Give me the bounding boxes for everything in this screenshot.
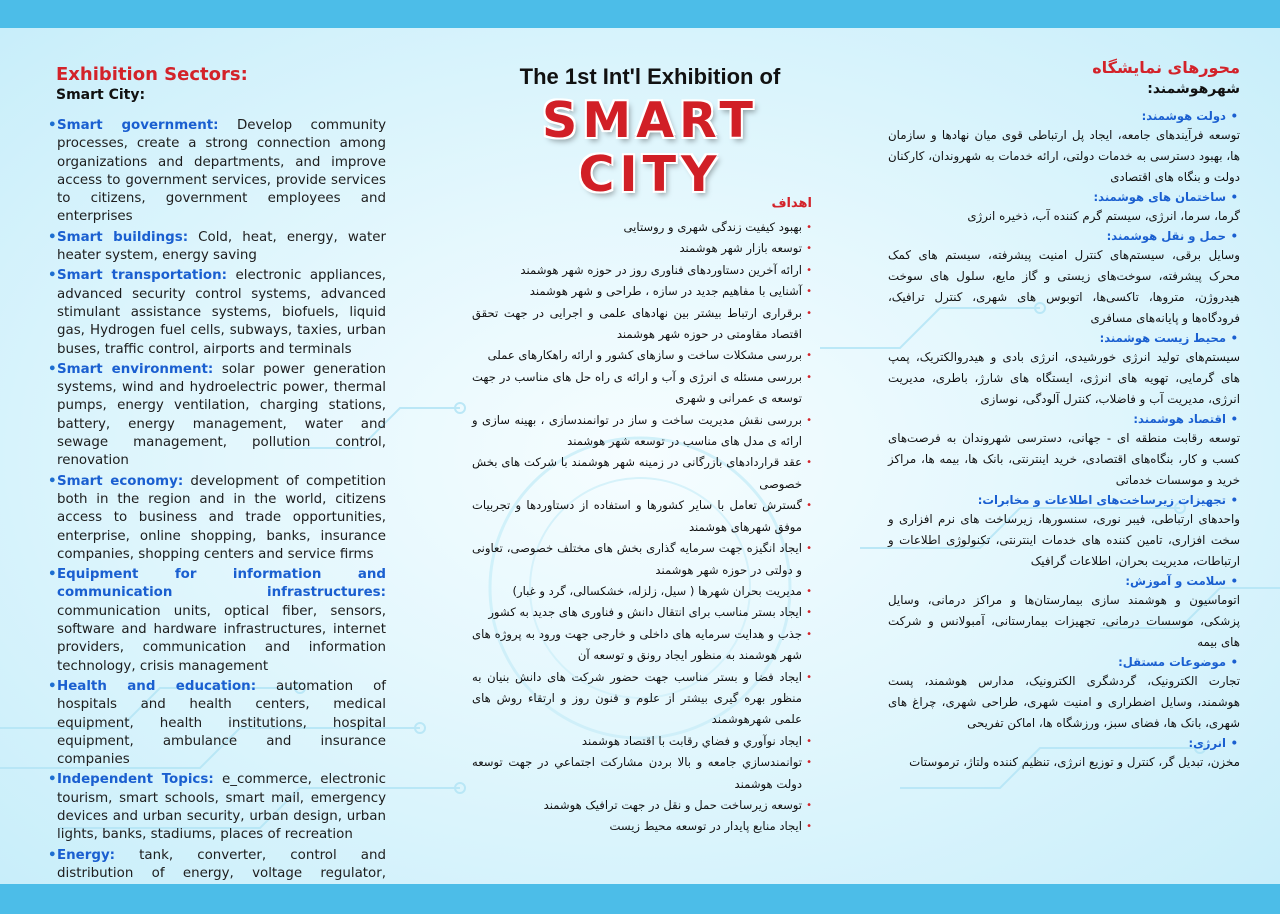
bullet-icon: • <box>48 361 57 377</box>
list-item: • Energy: tank, converter, control and distribution of energy, voltage regulator, <box>48 847 386 881</box>
list-item: • ساختمان های هوشمند: گرما، سرما، انرژی، سیستم گرم کننده آب، ذخیره انرژی <box>967 190 1240 223</box>
bullet-icon: • <box>806 628 812 640</box>
list-item: • ایجاد انگیزه جهت سرمایه گذاری بخش های مختلف خصوصی، تعاونی و دولتی در حوزه شهر هوشمند <box>472 538 812 581</box>
list-item: • عقد قراردادهای بازرگانی در زمینه شهر هوشمند با شرکت های بخش خصوصی <box>472 452 812 495</box>
list-item: • Equipment for information and communication infrastructures: communication units, optical fiber, sensors, software and hardware infrastructures, internet providers, communication and information technology, crisis management <box>48 567 386 674</box>
list-item: • ایجاد بستر مناسب برای انتقال دانش و فناوری های جدید به کشور <box>472 602 812 623</box>
bullet-icon: • <box>1230 109 1238 123</box>
list-item: • جذب و هدایت سرمایه های داخلی و خارجی جهت ورود به پروژه های شهر هوشمند به منظور ایجاد رونق و توسعه آن <box>472 624 812 667</box>
bullet-icon: • <box>806 607 812 619</box>
list-item: • گسترش تعامل با سایر کشورها و استفاده از دستاوردها و تجربیات موفق شهرهای هوشمند <box>472 495 812 538</box>
list-item: • ارائه آخرین دستاوردهای فناوری روز در حوزه شهر هوشمند <box>472 260 812 281</box>
list-item: • Independent Topics: e_commerce, electronic tourism, smart schools, smart mail, emergency devices and urban security, urban design, urban lights, banks, stadiums, places of recreation <box>48 772 386 843</box>
persian-smart-city-subheading: شهرهوشمند: <box>1147 81 1240 97</box>
list-item: • ایجاد فضا و بستر مناسب جهت حضور شرکت های دانش بنیان به منظور بهره گیری بیشتر از علوم و فنون روز و ارتقاء روش های علمی شهرهوشمند <box>472 667 812 731</box>
bullet-icon: • <box>806 222 812 233</box>
bullet-icon: • <box>48 772 57 788</box>
bullet-icon: • <box>1230 331 1238 345</box>
exhibition-title-block <box>470 64 830 202</box>
list-item: • مدیریت بحران شهرها ( سیل، زلزله، خشکسالی، گرد و غبار) <box>472 581 812 602</box>
list-item: • انرژی: مخزن، تبدیل گر، کنترل و توزیع انرژی، تنظیم کننده ولتاژ، ترموستات <box>909 736 1240 769</box>
bullet-icon: • <box>806 350 812 362</box>
list-item: • موضوعات مستقل: تجارت الکترونیک، گردشگری الکترونیک، مدارس هوشمند، پست هوشمند، وسایل اضطراری و امنیت شهری، طراحی شهری، چراغ های شهری، بانک ها، فضای سبز، ورزشگاه ها، اماکن تفریحی <box>888 655 1240 730</box>
list-item: • ایجاد منابع پایدار در توسعه محیط زیست <box>472 816 812 837</box>
bullet-icon: • <box>48 473 57 489</box>
bullet-icon: • <box>806 799 812 811</box>
bullet-icon: • <box>806 543 812 555</box>
list-item: • Smart government: Develop community processes, create a strong connection among organizations and departments, and improve access to government services, provide services to citizens, government employees and enterprises <box>48 118 387 225</box>
persian-sectors-heading: محورهای نمایشگاه <box>1092 58 1240 77</box>
bullet-icon: • <box>1230 493 1238 507</box>
smart-city-subheading: Smart City: <box>56 87 146 103</box>
bullet-icon: • <box>806 585 812 597</box>
sectors-list <box>50 117 386 901</box>
bullet-icon: • <box>806 671 812 683</box>
list-item: • محیط زیست هوشمند: سیستم‌های تولید انرژی خورشیدی، انرژی بادی و هیدروالکتریک، پمپ های گرمایی، تهویه های انرژی، ایستگاه های شارژ، باطری، مدیریت انرژی، مدیریت آب و فاضلاب، کنترل آلودگی، نوسازی <box>888 331 1240 406</box>
bullet-icon: • <box>48 847 57 863</box>
bullet-icon: • <box>1230 574 1238 588</box>
bullet-icon: • <box>1230 655 1238 669</box>
list-item: • بررسی مسئله ی انرژی و آب و ارائه ی راه حل های مناسب در جهت توسعه ی عمرانی و شهری <box>472 367 812 410</box>
brochure-sheet <box>0 28 1280 884</box>
list-item: • Smart buildings: Cold, heat, energy, water heater system, energy saving <box>48 229 386 264</box>
bullet-icon: • <box>806 307 812 319</box>
list-item: • Smart economy: development of competition both in the region and in the world, citizens access to business and trade opportunities, enterprise, online shopping, banks, insurance companies, shopping centers and service firms <box>48 473 387 562</box>
bullet-icon: • <box>48 567 57 583</box>
bullet-icon: • <box>48 229 57 245</box>
bullet-icon: • <box>806 500 812 512</box>
list-item: • تجهیزات زیرساخت‌های اطلاعات و مخابرات: واحدهای ارتباطی، فیبر نوری، سنسورها، زیرساخت های نرم افزاری و سخت افزاری، تامین کننده های خدمات اینترنتی، تکنولوژی اطلاعات و ارتباطات، مدیریت بحران، اطلاعات گرافیک <box>888 493 1240 568</box>
title-smart-city: SMART CITY <box>542 92 758 203</box>
list-item: • Smart transportation: electronic appliances, advanced security control systems, advanced stimulant assistance systems, biofuels, liquid gas, Hydrogen fuel cells, subways, taxies, urban buses, traffic control, airports and terminals <box>48 268 387 357</box>
bullet-icon: • <box>1230 190 1238 204</box>
list-item: • دولت هوشمند: توسعه فرآیندهای جامعه، ایجاد پل ارتباطی قوی میان نهادها و سازمان ها، بهبود دسترسی به خدمات دولتی، ارائه خدمات به شهروندان، کارکنان دولت و بنگاه های اقتصادی <box>888 109 1240 184</box>
bottom-band <box>0 884 1280 914</box>
list-item: • توسعه بازار شهر هوشمند <box>472 238 812 259</box>
bullet-icon: • <box>1230 229 1238 243</box>
bullet-icon: • <box>806 414 812 426</box>
list-item: • توسعه زیرساخت حمل و نقل در جهت ترافیک هوشمند <box>472 795 812 816</box>
list-item: • بهبود کیفیت زندگی شهری و روستایی <box>472 217 812 238</box>
bullet-icon: • <box>1230 736 1238 750</box>
bullet-icon: • <box>806 371 812 383</box>
bullet-icon: • <box>48 678 57 694</box>
list-item: • بررسی مشکلات ساخت و سازهای کشور و ارائه راهکارهای عملی <box>472 345 812 366</box>
top-band <box>0 0 1280 28</box>
list-item: • اقتصاد هوشمند: توسعه رقابت منطقه ای - جهانی، دسترسی شهروندان به فرصت‌های کسب و کار، بنگاه‌های اقتصادی، خرید اینترنتی، بانک ها، بیمه ها، مراکز خرید و موسسات خدماتی <box>888 412 1240 487</box>
bullet-icon: • <box>806 757 812 769</box>
bullet-icon: • <box>806 457 812 469</box>
bullet-icon: • <box>806 243 812 255</box>
list-item: • بررسی نقش مدیریت ساخت و ساز در توانمندسازی ، بهینه سازی و ارائه ی مدل های مناسب در توسعه شهر هوشمند <box>472 410 812 453</box>
list-item: • حمل و نقل هوشمند: وسایل برقی، سیستم‌های کنترل امنیت پیشرفته، سیستم های کمک محرک پیشرفته، سوخت‌های زیستی و گاز مایع، سلول های سوخت هیدروژن، متروها، تاکسی‌ها، اتوبوس های شهری، کنترل ترافیک، فرودگاه‌ها و پایانه‌های مسافری <box>888 229 1240 325</box>
list-item: • Health and education: automation of hospitals and health centers, medical equipment, health institutions, hospital equipment, ambulance and insurance companies <box>48 678 386 768</box>
bullet-icon: • <box>806 286 812 298</box>
title-line-1: The 1st Int'l Exhibition of <box>519 64 781 89</box>
bullet-icon: • <box>1230 412 1238 426</box>
goals-list <box>472 217 812 838</box>
persian-sectors-column <box>888 58 1240 773</box>
bullet-icon: • <box>806 264 812 276</box>
goals-heading: اهداف <box>771 196 812 211</box>
bullet-icon: • <box>48 268 57 284</box>
list-item: • توانمندسازي جامعه و بالا بردن مشارکت اجتماعي در جهت توسعه دولت هوشمند <box>472 752 812 795</box>
goals-section <box>472 196 812 838</box>
sectors-heading: Exhibition Sectors: <box>56 64 248 85</box>
list-item: • Smart environment: solar power generation systems, wind and hydroelectric power, thermal pumps, energy ventilation, charging stations, battery, energy management, water and sewage management, pollution control, renovation <box>48 361 386 469</box>
bullet-icon: • <box>806 821 812 833</box>
list-item: • برقراری ارتباط بیشتر بین نهادهای علمی و اجرایی در جهت تحقق اقتصاد مقاومتی در حوزه شهر هوشمند <box>472 303 812 346</box>
bullet-icon: • <box>806 735 812 747</box>
english-sectors-column <box>50 64 386 903</box>
list-item: • آشنایی با مفاهیم جدید در سازه ، طراحی و شهر هوشمند <box>472 281 812 302</box>
bullet-icon: • <box>48 118 57 133</box>
list-item: • سلامت و آموزش: اتوماسیون و هوشمند سازی بیمارستان‌ها و مراکز درمانی، وسایل پزشکی، موسسات درمانی، تجهیزات بیمارستانی، آمبولانس و شرکت های بیمه <box>888 574 1240 649</box>
list-item: • ایجاد نوآوري و فضاي رقابت با اقتصاد هوشمند <box>472 731 812 752</box>
